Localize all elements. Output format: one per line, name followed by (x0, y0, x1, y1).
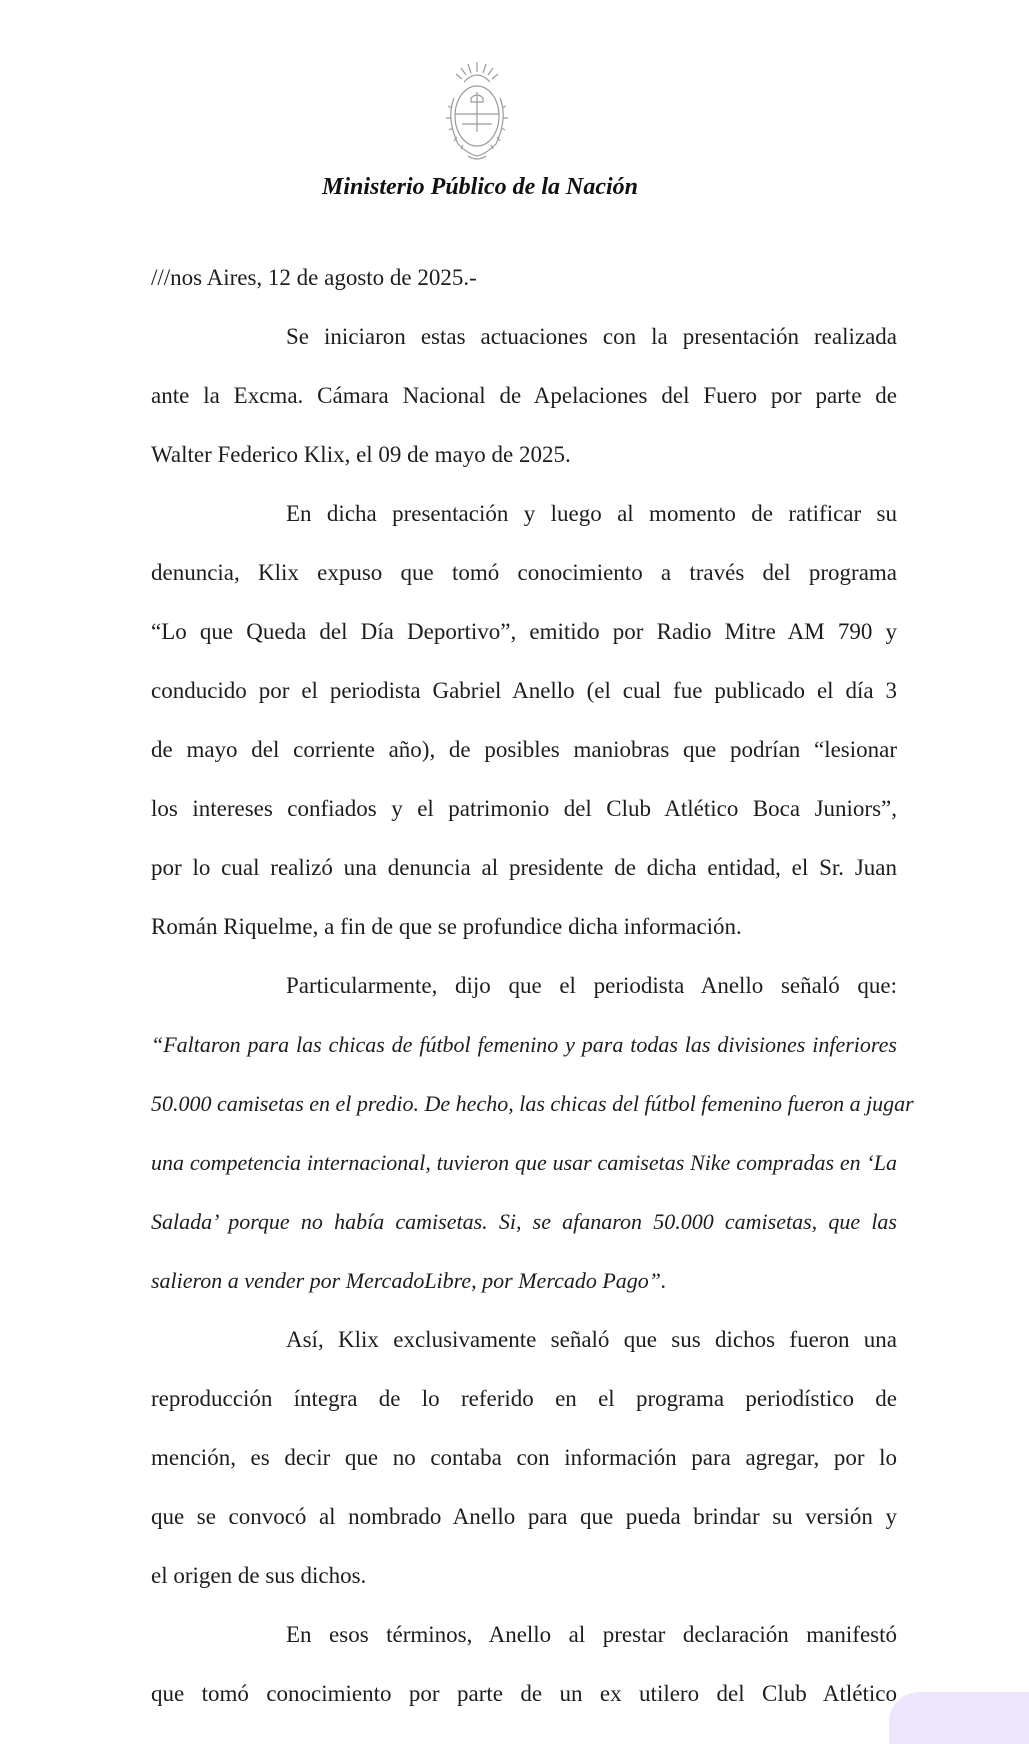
text-line: “Lo que Queda del Día Deportivo”, emitido por Radio Mitre AM 790 y (151, 619, 897, 644)
ministry-title: Ministerio Público de la Nación (321, 174, 638, 200)
text-line: Particularmente, dijo que el periodista Anello señaló que: (286, 973, 897, 998)
text-line: denuncia, Klix expuso que tomó conocimiento a través del programa (151, 560, 897, 585)
text-line: reproducción íntegra de lo referido en el programa periodístico de (151, 1386, 897, 1411)
text-line: por lo cual realizó una denuncia al presidente de dicha entidad, el Sr. Juan (151, 855, 897, 880)
text-line: de mayo del corriente año), de posibles maniobras que podrían “lesionar (151, 737, 897, 762)
paragraph-1 (151, 307, 897, 484)
text-line: Así, Klix exclusivamente señaló que sus dichos fueron una (286, 1327, 897, 1352)
floating-action-button[interactable] (889, 1692, 1029, 1744)
text-line: que tomó conocimiento por parte de un ex utilero del Club Atlético (151, 1681, 897, 1706)
text-line: Román Riquelme, a fin de que se profundice dicha información. (151, 914, 742, 939)
quote-line: 50.000 camisetas en el predio. De hecho, las chicas del fútbol femenino fueron a jugar (151, 1091, 914, 1116)
paragraph-4 (151, 1310, 897, 1605)
text-line: conducido por el periodista Gabriel Anello (el cual fue publicado el día 3 (151, 678, 897, 703)
quoted-statement (151, 1015, 914, 1310)
text-line: En esos términos, Anello al prestar declaración manifestó (286, 1622, 897, 1647)
quote-line: “Faltaron para las chicas de fútbol femenino y para todas las divisiones inferiores (151, 1032, 897, 1057)
paragraph-5 (151, 1605, 897, 1723)
text-line: que se convocó al nombrado Anello para que pueda brindar su versión y (151, 1504, 897, 1529)
text-line: mención, es decir que no contaba con información para agregar, por lo (151, 1445, 897, 1470)
text-line: Se iniciaron estas actuaciones con la presentación realizada (286, 324, 897, 349)
paragraph-3 (151, 956, 897, 1015)
argentine-coat-of-arms-icon (440, 58, 515, 168)
paragraph-2 (151, 484, 897, 956)
quote-line: una competencia internacional, tuvieron que usar camisetas Nike compradas en ‘La (151, 1150, 897, 1175)
quote-line: salieron a vender por MercadoLibre, por Mercado Pago”. (151, 1268, 667, 1293)
text-line: ante la Excma. Cámara Nacional de Apelaciones del Fuero por parte de (151, 383, 897, 408)
text-line: Walter Federico Klix, el 09 de mayo de 2025. (151, 442, 571, 467)
quote-line: Salada’ porque no había camisetas. Si, se afanaron 50.000 camisetas, que las (151, 1209, 897, 1234)
text-line: los intereses confiados y el patrimonio del Club Atlético Boca Juniors”, (151, 796, 897, 821)
text-line: En dicha presentación y luego al momento de ratificar su (286, 501, 897, 526)
document-body (151, 248, 914, 1723)
date-line: ///nos Aires, 12 de agosto de 2025.- (151, 265, 477, 290)
text-line: el origen de sus dichos. (151, 1563, 367, 1588)
